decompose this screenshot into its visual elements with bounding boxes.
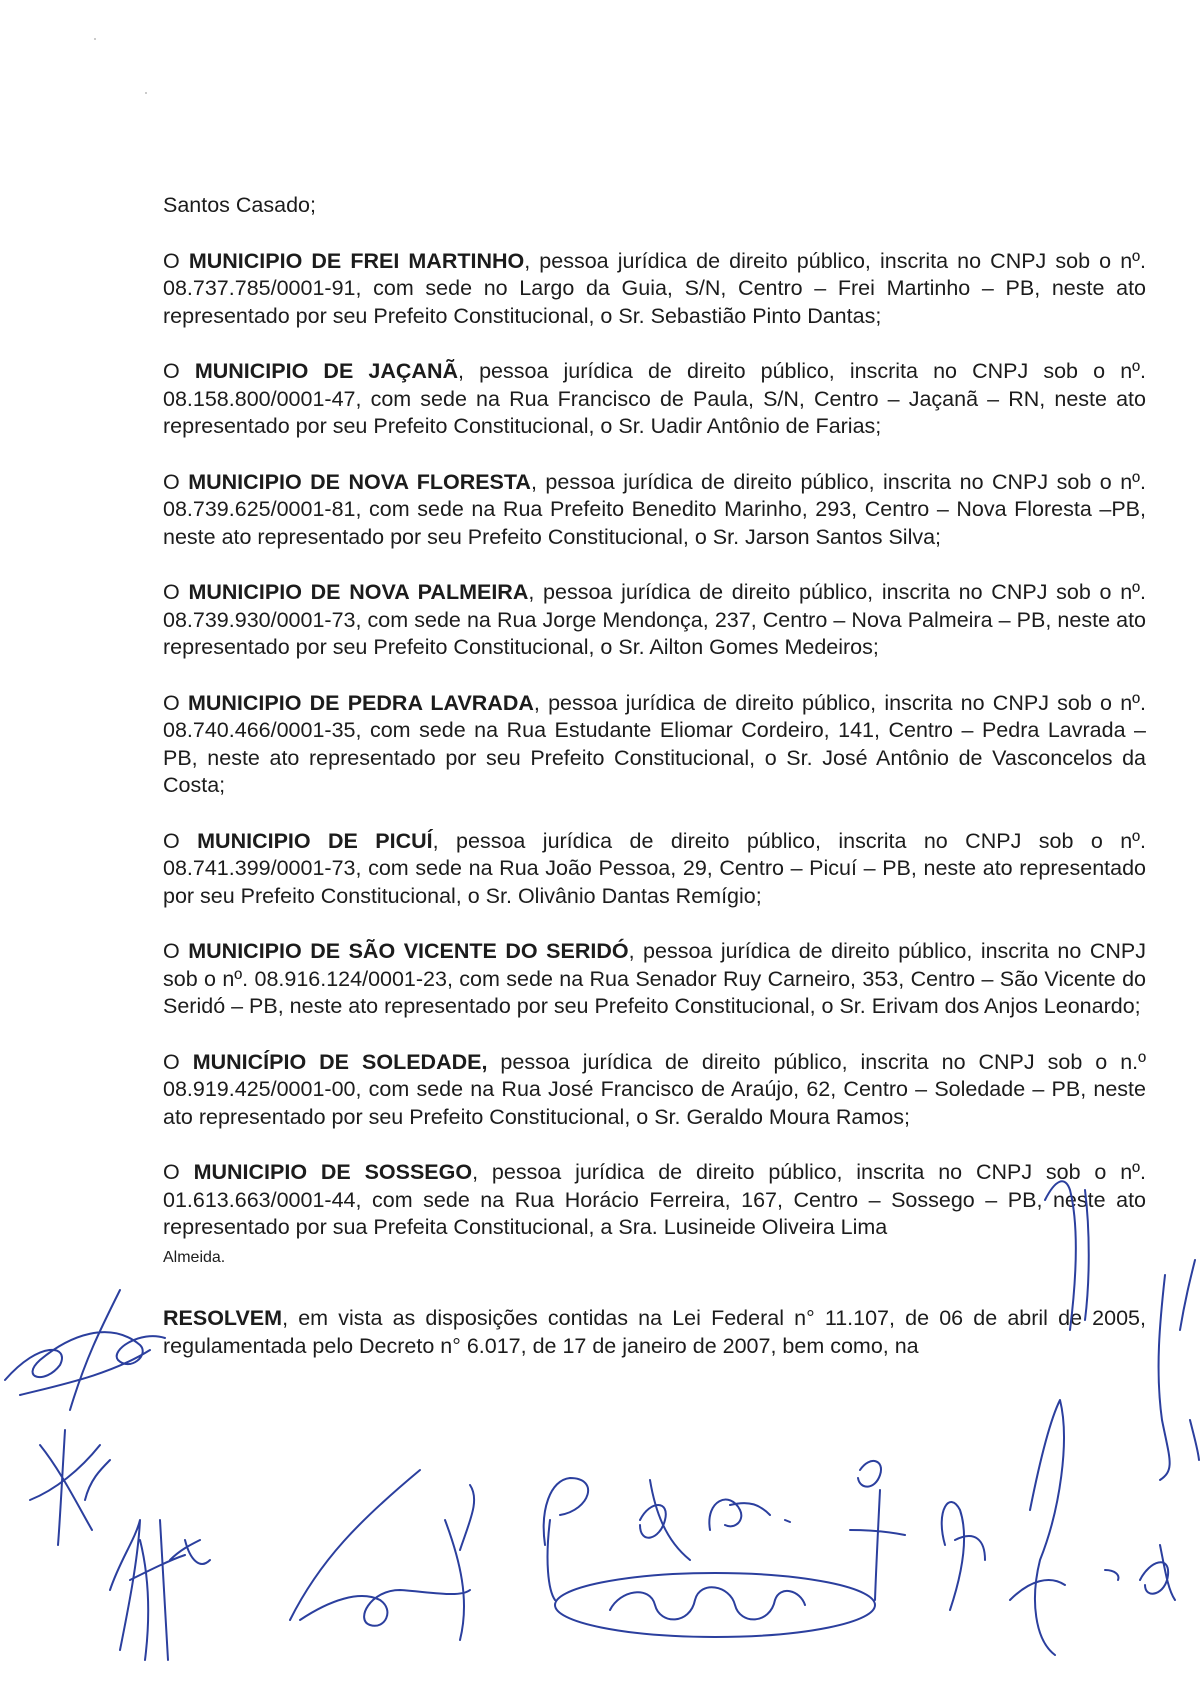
signature-right-margin	[1159, 1260, 1199, 1480]
party-paragraph-pedra-lavrada	[163, 690, 1146, 800]
party-paragraph-soledade	[163, 1049, 1146, 1132]
paragraph-text: , pessoa jurídica de direito público, inscrita no CNPJ sob o nº. 08.916.124/0001-23, com sede na Rua Senador Ruy Carneiro, 353, Centro – São Vicente do Seridó – PB, neste ato representado por seu Prefeito Constitucional, o Sr. Erivam dos Anjos Leonardo;	[163, 939, 1146, 1018]
paragraph-prefix: O	[163, 828, 198, 853]
party-paragraph-picui	[163, 828, 1146, 911]
municipality-name: MUNICIPIO DE NOVA PALMEIRA	[188, 580, 529, 604]
paragraph-text: pessoa jurídica de direito público, inscrita no CNPJ sob o n.º 08.919.425/0001-00, com sede na Rua José Francisco de Araújo, 62, Centro – Soledade – PB, neste ato representado por seu Prefeito Constitucional, o Sr. Geraldo Moura Ramos;	[163, 1049, 1146, 1129]
paragraph-prefix: O	[163, 1049, 193, 1074]
paragraph-prefix: O	[163, 248, 189, 273]
paragraph-text: , pessoa jurídica de direito público, inscrita no CNPJ sob o nº. 08.158.800/0001-47, com sede na Rua Francisco de Paula, S/N, Centro – Jaçanã – RN, neste ato representado por seu Prefeito Constitucional, o Sr. Uadir Antônio de Farias;	[163, 359, 1146, 438]
municipality-name: MUNICIPIO DE SÃO VICENTE DO SERIDÓ	[188, 939, 629, 963]
municipality-name: MUNICIPIO DE PICUÍ	[197, 828, 433, 853]
seal-oval	[555, 1573, 875, 1637]
paragraph-prefix: O	[163, 690, 188, 715]
paragraph-text: , pessoa jurídica de direito público, inscrita no CNPJ sob o nº. 08.739.930/0001-73, com sede na Rua Jorge Mendonça, 237, Centro – Nova Palmeira – PB, neste ato representado por seu Prefeito Constitucional, o Sr. Ailton Gomes Medeiros;	[163, 580, 1147, 659]
seal-scribble	[610, 1587, 805, 1619]
opening-line: Santos Casado;	[163, 193, 316, 217]
signature-left-2	[30, 1430, 110, 1545]
signature-right-3	[1105, 1545, 1175, 1600]
paragraph-prefix: O	[163, 359, 195, 383]
paragraph-prefix: O	[163, 939, 189, 963]
signature-middle-2	[544, 1478, 588, 1600]
municipality-name: MUNICIPIO DE SOSSEGO	[193, 1160, 473, 1184]
party-paragraph-nova-floresta	[163, 469, 1146, 552]
paragraph-prefix: O	[163, 580, 189, 604]
resolvem-keyword: RESOLVEM	[163, 1306, 283, 1330]
resolvem-paragraph	[163, 1305, 1146, 1360]
signature-right-2	[1010, 1400, 1065, 1655]
signature-middle-1	[290, 1470, 474, 1640]
municipality-name: MUNICIPIO DE NOVA FLORESTA	[188, 469, 531, 494]
scan-speck	[94, 38, 96, 40]
paragraph-text: , pessoa jurídica de direito público, inscrita no CNPJ sob o nº. 08.737.785/0001-91, com sede no Largo da Guia, S/N, Centro – Frei Martinho – PB, neste ato representado por seu Prefeito Constitucional, o Sr. Sebastião Pinto Dantas;	[163, 248, 1146, 328]
paragraph-text: , pessoa jurídica de direito público, inscrita no CNPJ sob o nº. 08.739.625/0001-81, com sede na Rua Prefeito Benedito Marinho, 293, Centro – Nova Floresta –PB, neste ato representado por seu Prefeito Constitucional, o Sr. Jarson Santos Silva;	[163, 469, 1146, 549]
paragraph-tail: Almeida.	[163, 1248, 226, 1266]
document-body	[163, 192, 1146, 1388]
scan-speck	[145, 92, 147, 94]
signature-right-center	[850, 1461, 905, 1600]
party-paragraph-sossego	[163, 1159, 1146, 1271]
municipality-name: MUNICÍPIO DE SOLEDADE,	[192, 1049, 488, 1074]
resolvem-text: , em vista as disposições contidas na Lei Federal n° 11.107, de 06 de abril de 2005, regulamentada pelo Decreto n° 6.017, de 17 de janeiro de 2007, bem como, na	[163, 1306, 1146, 1358]
paragraph-text: , pessoa jurídica de direito público, inscrita no CNPJ sob o nº. 08.740.466/0001-35, com sede na Rua Estudante Eliomar Cordeiro, 141, Centro – Pedra Lavrada – PB, neste ato representado por seu Prefeito Constitucional, o Sr. José Antônio de Vasconcelos da Costa;	[163, 690, 1146, 797]
municipality-name: MUNICIPIO DE JAÇANÃ	[194, 359, 458, 383]
party-paragraph-jacana	[163, 358, 1146, 441]
paragraph-prefix: O	[163, 469, 189, 494]
municipality-name: MUNICIPIO DE PEDRA LAVRADA	[187, 690, 534, 715]
signature-middle-4	[709, 1500, 790, 1530]
party-paragraph-frei-martinho	[163, 248, 1146, 331]
paragraph-prefix: O	[163, 1160, 194, 1184]
signature-left-1	[5, 1290, 165, 1410]
signature-left-3	[110, 1520, 210, 1660]
paragraph-text: , pessoa jurídica de direito público, inscrita no CNPJ sob o nº. 01.613.663/0001-44, com sede na Rua Horácio Ferreira, 167, Centro – Sossego – PB, neste ato representado por sua Prefeita Constitucional, a Sra. Lusineide Oliveira Lima	[163, 1160, 1146, 1239]
municipality-name: MUNICIPIO DE FREI MARTINHO	[188, 248, 525, 273]
signature-middle-3	[640, 1480, 690, 1560]
party-paragraph-nova-palmeira	[163, 579, 1146, 662]
party-paragraph-sao-vicente-do-serido	[163, 938, 1146, 1021]
paragraph-text: , pessoa jurídica de direito público, inscrita no CNPJ sob o nº. 08.741.399/0001-73, com sede na Rua João Pessoa, 29, Centro – Picuí – PB, neste ato representado por seu Prefeito Constitucional, o Sr. Olivânio Dantas Remígio;	[163, 828, 1146, 908]
signature-right-1	[942, 1502, 985, 1610]
